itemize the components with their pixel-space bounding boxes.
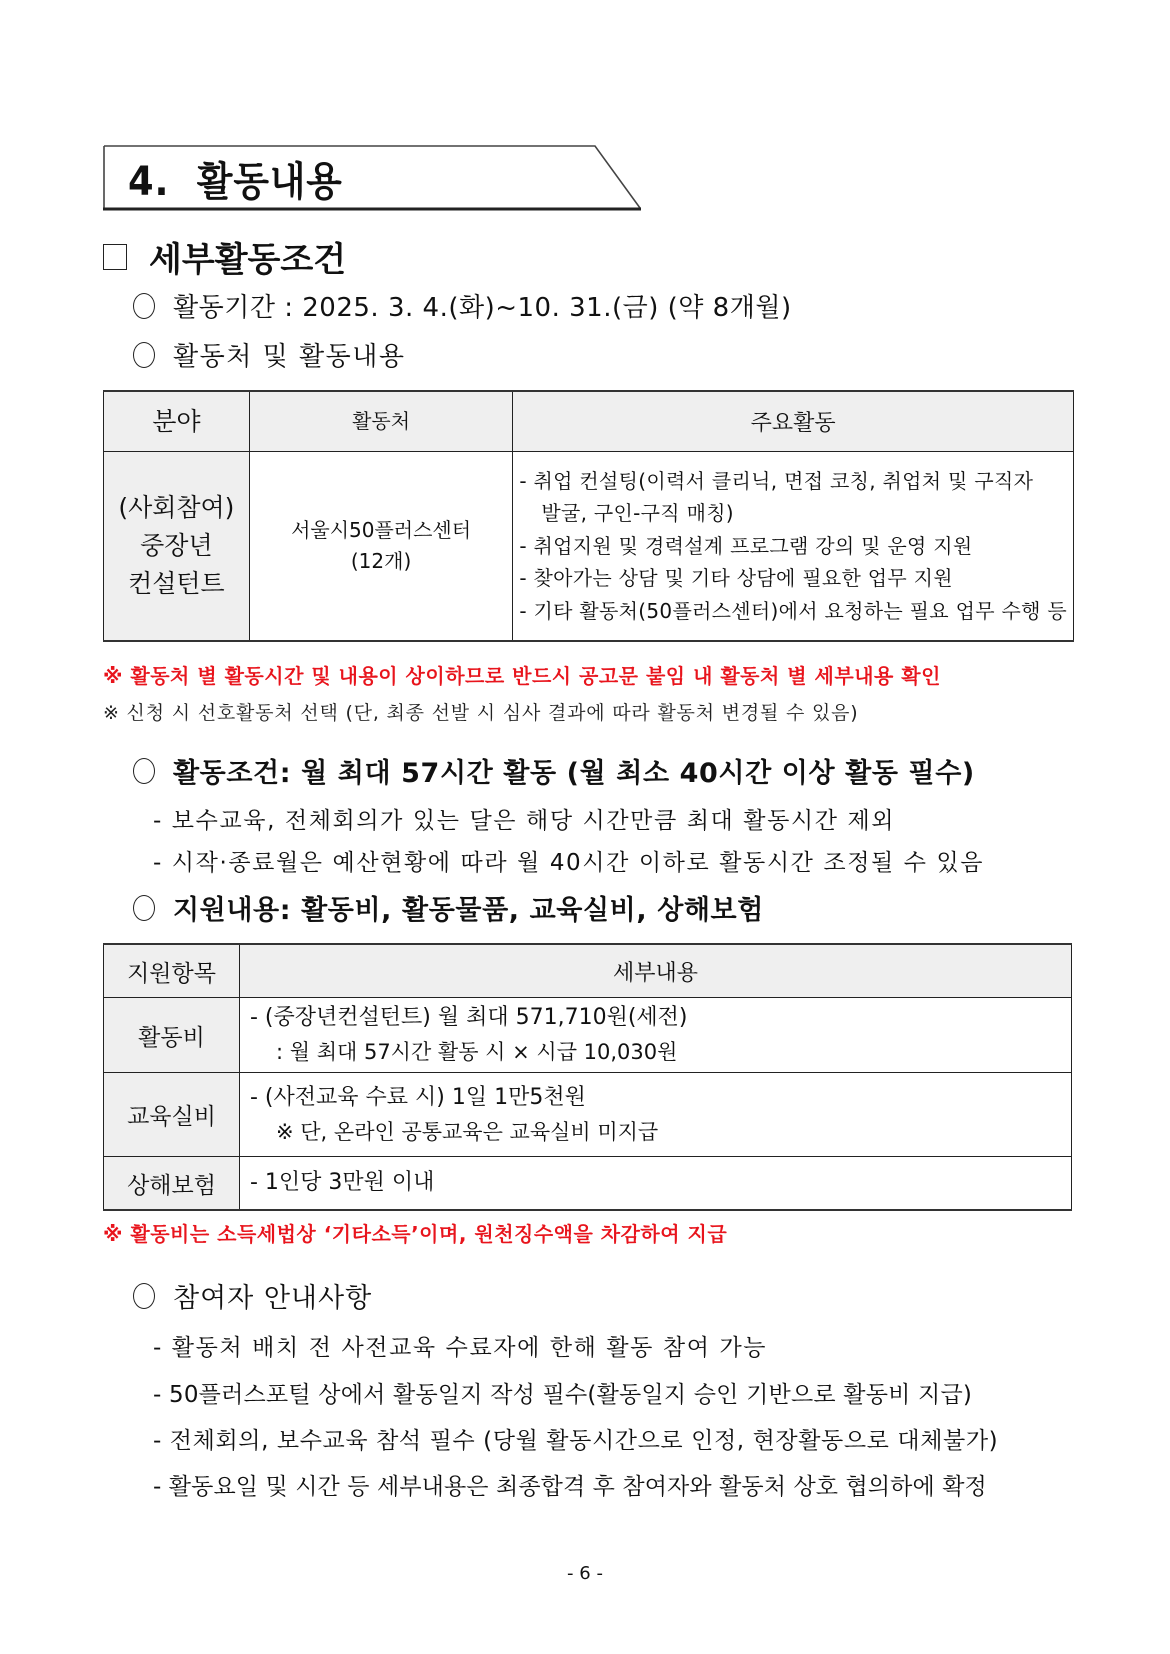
header-item: 지원항목 [104,944,240,998]
activity-line: 발굴, 구인-구직 매칭) [541,501,734,526]
preference-note: ※ 신청 시 선호활동처 선택 (단, 최종 선발 시 심사 결과에 따라 활동처 변경될 수 있음) [103,702,859,724]
chapter-title [128,150,343,207]
period-item [133,287,792,324]
detail-line: : 월 최대 57시간 활동 시 × 시급 10,030원 [276,1040,678,1064]
period-text: 활동기간 : 2025. 3. 4.(화)~10. 31.(금) (약 8개월) [173,293,792,323]
activity-line: - 취업 컨설팅(이력서 클리닉, 면접 코칭, 취업처 및 구직자 [519,468,1034,493]
table-row [104,998,1072,1073]
participant-item: - 전체회의, 보수교육 참석 필수 (당월 활동시간으로 인정, 현장활동으로 대체불가) [153,1428,999,1454]
field-cell [104,452,250,642]
table-header-row [104,944,1072,998]
circle-bullet-icon [133,342,155,368]
details-cell [240,1073,1072,1157]
page-number: - 6 - [567,1563,603,1584]
participant-item: - 50플러스포털 상에서 활동일지 작성 필수(활동일지 승인 기반으로 활동비 지급) [153,1382,973,1408]
header-place: 활동처 [249,391,513,452]
places-heading [133,336,405,373]
participants-heading [133,1276,372,1315]
table-header-row [104,391,1074,452]
conditions-text: 활동조건: 월 최대 57시간 활동 (월 최소 40시간 이상 활동 필수) [173,758,975,789]
red-warning-note: ※ 활동처 별 활동시간 및 내용이 상이하므로 반드시 공고문 붙임 내 활동처 별 세부내용 확인 [103,664,941,688]
activity-line: - 찾아가는 상담 및 기타 상담에 필요한 업무 지원 [519,566,953,591]
chapter-title-text: 활동내용 [196,159,343,205]
details-cell [240,1157,1072,1211]
activities-cell [513,452,1074,642]
field-line: (사회참여) [118,493,235,522]
support-table [103,943,1072,1211]
detail-line: ※ 단, 온라인 공통교육은 교육실비 미지급 [276,1119,659,1144]
place-cell [249,452,513,642]
detail-line: - (중장년컨설턴트) 월 최대 571,710원(세전) [250,1005,688,1030]
circle-bullet-icon [133,1283,155,1309]
activity-line: - 취업지원 및 경력설계 프로그램 강의 및 운영 지원 [519,533,973,558]
item-cell: 상해보험 [104,1157,240,1211]
support-heading [133,888,764,927]
place-line: 서울시50플러스센터 [291,518,472,542]
chapter-number: 4. [128,159,170,205]
section-heading [103,232,346,281]
field-line: 컨설턴트 [128,569,225,598]
participant-item: - 활동요일 및 시간 등 세부내용은 최종합격 후 참여자와 활동처 상호 협의하에 확정 [153,1474,987,1500]
place-line: (12개) [350,549,412,573]
section-title: 세부활동조건 [149,240,347,280]
circle-bullet-icon [133,895,155,921]
tax-note: ※ 활동비는 소득세법상 ‘기타소득’이며, 원천징수액을 차감하여 지급 [103,1222,728,1246]
table-row [104,1073,1072,1157]
places-heading-text: 활동처 및 활동내용 [173,342,406,372]
condition-item: - 보수교육, 전체회의가 있는 달은 해당 시간만큼 최대 활동시간 제외 [153,808,896,834]
detail-line: - (사전교육 수료 시) 1일 1만5천원 [250,1084,586,1110]
square-bullet-icon [103,244,127,270]
item-cell: 교육실비 [104,1073,240,1157]
detail-line: - 1인당 3만원 이내 [250,1170,435,1195]
condition-item: - 시작·종료월은 예산현황에 따라 월 40시간 이하로 활동시간 조정될 수 있음 [153,850,985,876]
field-line: 중장년 [140,531,213,560]
details-cell [240,998,1072,1073]
header-details: 세부내용 [240,944,1072,998]
header-field: 분야 [104,391,250,452]
item-cell: 활동비 [104,998,240,1073]
circle-bullet-icon [133,293,155,319]
conditions-heading [133,751,975,790]
table-row [104,452,1074,642]
table-row [104,1157,1072,1211]
participant-item: - 활동처 배치 전 사전교육 수료자에 한해 활동 참여 가능 [153,1335,768,1361]
header-activities: 주요활동 [513,391,1074,452]
activity-table [103,390,1074,642]
support-text: 지원내용: 활동비, 활동물품, 교육실비, 상해보험 [173,895,764,926]
activity-line: - 기타 활동처(50플러스센터)에서 요청하는 필요 업무 수행 등 [519,598,1067,623]
participants-text: 참여자 안내사항 [173,1283,373,1314]
circle-bullet-icon [133,758,155,784]
